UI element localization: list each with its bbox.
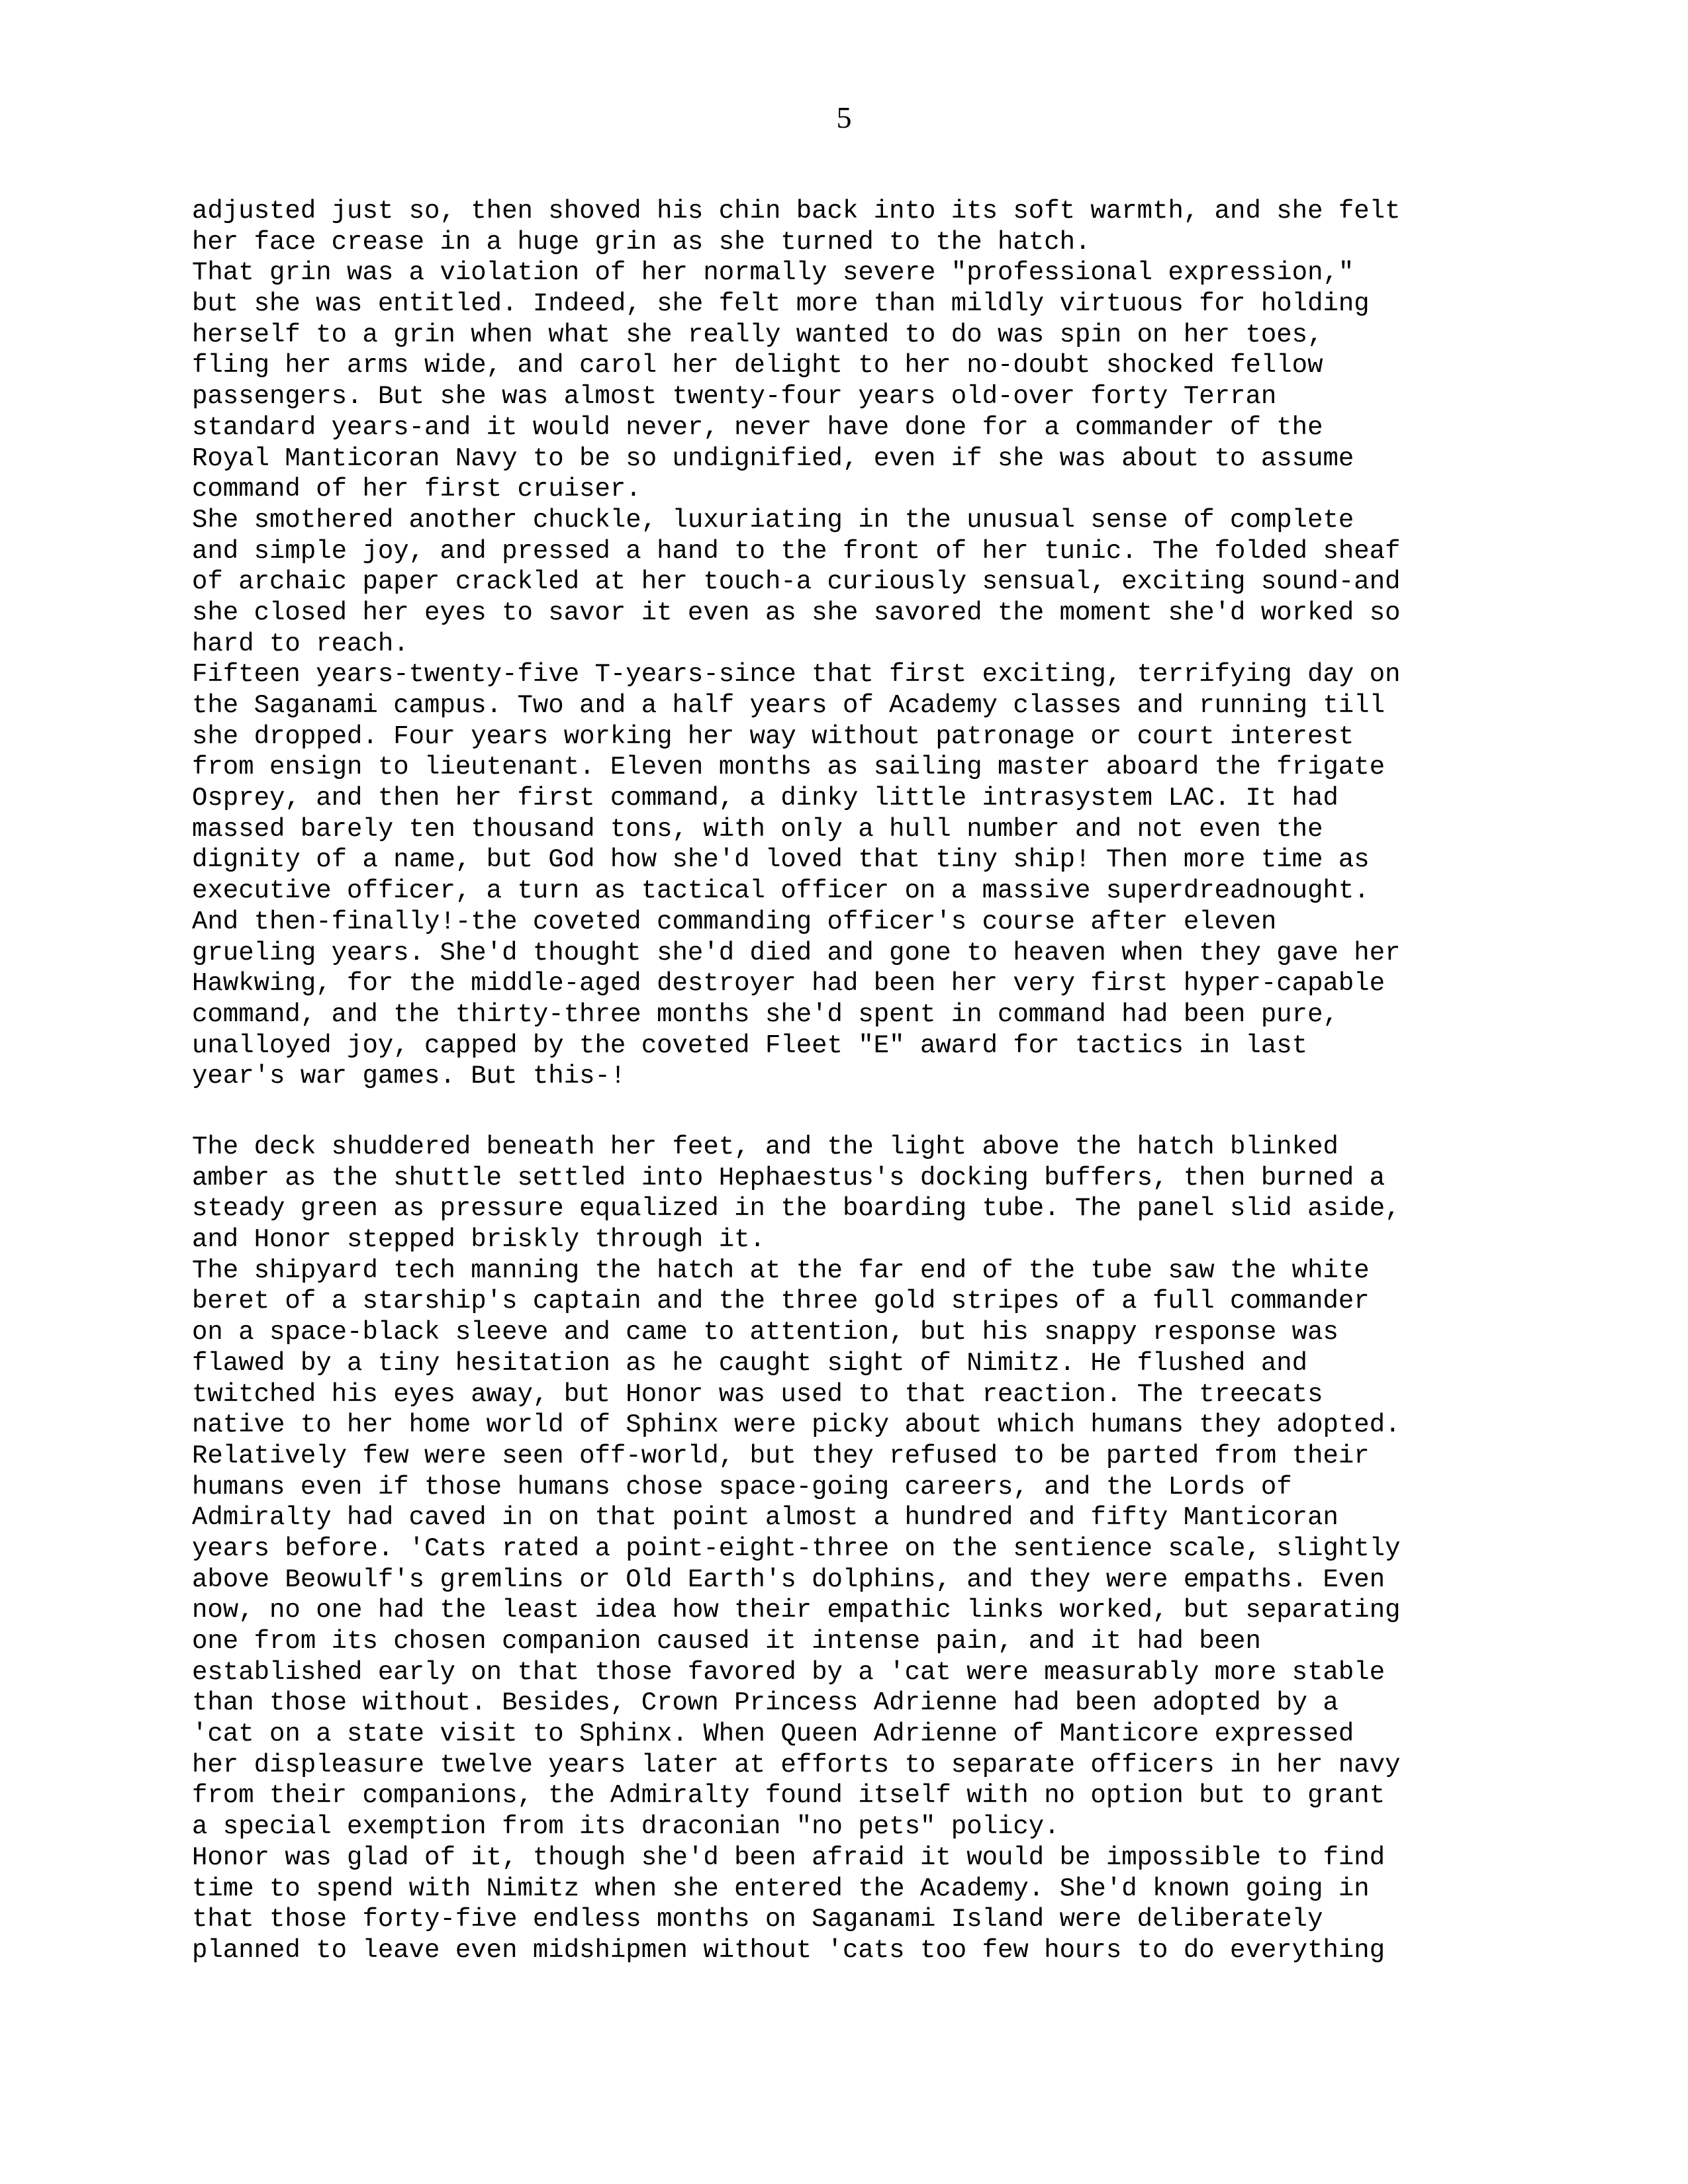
text-line: years before. 'Cats rated a point-eight-three on the sentience scale, slightly	[192, 1533, 1401, 1563]
text-line: Relatively few were seen off-world, but they refused to be parted from their	[192, 1441, 1370, 1471]
text-line: flawed by a tiny hesitation as he caught sight of Nimitz. He flushed and	[192, 1348, 1308, 1378]
text-line: grueling years. She'd thought she'd died and gone to heaven when they gave her	[192, 938, 1401, 968]
text-line: time to spend with Nimitz when she entered the Academy. She'd known going in	[192, 1874, 1370, 1903]
passage-block-1	[192, 196, 1688, 1092]
text-line: on a space-black sleeve and came to attention, but his snappy response was	[192, 1318, 1338, 1347]
text-line: command, and the thirty-three months she'd spent in command had been pure,	[192, 999, 1338, 1029]
text-line: standard years-and it would never, never have done for a commander of the	[192, 412, 1323, 442]
text-line: that those forty-five endless months on Saganami Island were deliberately	[192, 1905, 1323, 1934]
text-line: 'cat on a state visit to Sphinx. When Queen Adrienne of Manticore expressed	[192, 1719, 1354, 1749]
text-line: Honor was glad of it, though she'd been afraid it would be impossible to find	[192, 1843, 1385, 1872]
text-line: amber as the shuttle settled into Hephaestus's docking buffers, then burned a	[192, 1163, 1385, 1193]
text-line: one from its chosen companion caused it intense pain, and it had been	[192, 1627, 1261, 1656]
text-line: unalloyed joy, capped by the coveted Fleet "E" award for tactics in last	[192, 1030, 1308, 1060]
text-line: above Beowulf's gremlins or Old Earth's dolphins, and they were empaths. Even	[192, 1565, 1385, 1594]
text-line: She smothered another chuckle, luxuriating in the unusual sense of complete	[192, 505, 1354, 535]
text-line: Admiralty had caved in on that point almost a hundred and fifty Manticoran	[192, 1503, 1338, 1533]
text-line: than those without. Besides, Crown Princess Adrienne had been adopted by a	[192, 1688, 1338, 1718]
text-line: from their companions, the Admiralty found itself with no option but to grant	[192, 1781, 1385, 1811]
text-line: executive officer, a turn as tactical officer on a massive superdreadnought.	[192, 876, 1370, 906]
text-line: a special exemption from its draconian "no pets" policy.	[192, 1812, 1060, 1842]
text-line: but she was entitled. Indeed, she felt more than mildly virtuous for holding	[192, 289, 1370, 319]
text-line: humans even if those humans chose space-going careers, and the Lords of	[192, 1472, 1292, 1502]
text-line: twitched his eyes away, but Honor was used to that reaction. The treecats	[192, 1379, 1323, 1409]
text-line: Fifteen years-twenty-five T-years-since that first exciting, terrifying day on	[192, 660, 1401, 690]
text-line: hard to reach.	[192, 629, 409, 659]
text-line: native to her home world of Sphinx were picky about which humans they adopted.	[192, 1410, 1401, 1440]
text-line: of archaic paper crackled at her touch-a curiously sensual, exciting sound-and	[192, 567, 1401, 597]
text-line: year's war games. But this-!	[192, 1062, 626, 1091]
text-line: passengers. But she was almost twenty-four years old-over forty Terran	[192, 382, 1277, 412]
text-line: the Saganami campus. Two and a half years of Academy classes and running till	[192, 691, 1385, 720]
text-line: dignity of a name, but God how she'd loved that tiny ship! Then more time as	[192, 845, 1370, 875]
text-line: beret of a starship's captain and the three gold stripes of a full commander	[192, 1287, 1370, 1316]
text-line: from ensign to lieutenant. Eleven months as sailing master aboard the frigate	[192, 752, 1385, 782]
text-line: planned to leave even midshipmen without 'cats too few hours to do everything	[192, 1935, 1385, 1965]
text-line: her displeasure twelve years later at efforts to separate officers in her navy	[192, 1750, 1401, 1780]
passage-block-2	[192, 1132, 1688, 1966]
text-line: Hawkwing, for the middle-aged destroyer had been her very first hyper-capable	[192, 969, 1385, 999]
text-line: fling her arms wide, and carol her delight to her no-doubt shocked fellow	[192, 351, 1323, 381]
text-line: she dropped. Four years working her way without patronage or court interest	[192, 721, 1354, 751]
text-line: command of her first cruiser.	[192, 475, 641, 504]
text-line: now, no one had the least idea how their empathic links worked, but separating	[192, 1596, 1401, 1625]
text-line: The deck shuddered beneath her feet, and the light above the hatch blinked	[192, 1132, 1338, 1161]
page-number: 5	[836, 101, 852, 134]
text-line: she closed her eyes to savor it even as she savored the moment she'd worked so	[192, 598, 1401, 627]
text-line: and simple joy, and pressed a hand to the front of her tunic. The folded sheaf	[192, 536, 1401, 566]
text-line: steady green as pressure equalized in the boarding tube. The panel slid aside,	[192, 1194, 1401, 1224]
text-line: And then-finally!-the coveted commanding officer's course after eleven	[192, 907, 1277, 936]
text-line: adjusted just so, then shoved his chin back into its soft warmth, and she felt	[192, 197, 1401, 226]
text-line: her face crease in a huge grin as she turned to the hatch.	[192, 227, 1091, 257]
text-line: massed barely ten thousand tons, with only a hull number and not even the	[192, 814, 1323, 844]
text-line: Osprey, and then her first command, a dinky little intrasystem LAC. It had	[192, 784, 1338, 813]
text-line: and Honor stepped briskly through it.	[192, 1225, 765, 1255]
text-line: The shipyard tech manning the hatch at the far end of the tube saw the white	[192, 1255, 1370, 1285]
text-line: established early on that those favored by a 'cat were measurably more stable	[192, 1657, 1385, 1687]
text-line: That grin was a violation of her normally severe "professional expression,"	[192, 258, 1354, 288]
text-line: herself to a grin when what she really wanted to do was spin on her toes,	[192, 320, 1323, 349]
text-line: Royal Manticoran Navy to be so undignified, even if she was about to assume	[192, 443, 1354, 473]
